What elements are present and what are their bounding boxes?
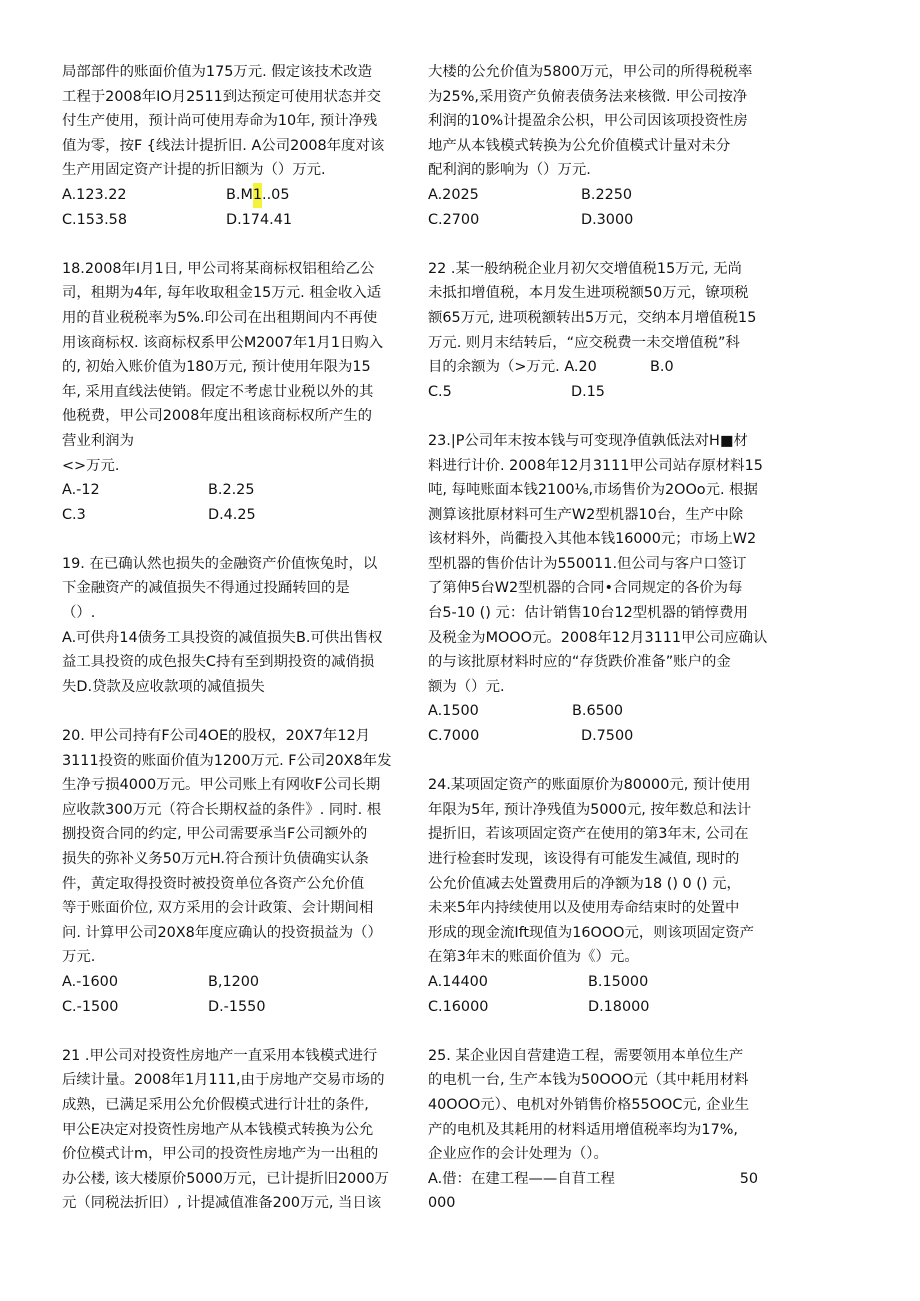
q18-line-1: 18.2008年I月1日, 甲公司将某商标权铝租给乙公	[62, 260, 375, 277]
q20-line-4: 应收款300万元（符合长期权益的条件》. 同时. 根	[62, 801, 382, 818]
q21-options-ab	[428, 183, 774, 208]
q21-line-3: 成熟，已满足采用公允价假模式进行计壮的条件,	[62, 1096, 369, 1113]
q24-option-d: D.18000	[588, 998, 650, 1015]
q20-option-b: B,1200	[208, 973, 260, 990]
q23-option-b: B.6500	[572, 703, 624, 720]
q25-line-1: 25. 某企业因自营建造工程，需要领用本单位生产	[428, 1047, 744, 1064]
q24-option-c: C.16000	[428, 998, 489, 1015]
q22-line-1: 22 .某一般纳税企业月初欠交增值税15万元, 无尚	[428, 260, 742, 277]
q18-line-2: 司，租期为4年, 每年收取租金15万元. 租金收入适	[62, 285, 382, 302]
q17-line-4: 值为零，按F {线法计提折旧. A公司2008年度对该	[62, 137, 385, 154]
q21-options-cd	[428, 208, 774, 233]
q23-line-1: 23.|P公司年末按本钱与可变现净值孰低法对H■材	[428, 432, 748, 449]
q23-line-8: 台5-10 () 元：估计销售10台12型机器的销惇费用	[428, 605, 748, 622]
q18-options-cd	[62, 503, 408, 528]
q24-line-4: 进行检套时发现，该设得有可能发生减值, 现时的	[428, 851, 740, 867]
q21-option-a: A.2025	[428, 186, 479, 203]
q22-option-d: D.15	[571, 383, 605, 400]
question-20	[62, 724, 408, 1019]
q20-options-ab	[62, 970, 408, 995]
q21-option-b: B.2250	[581, 186, 633, 203]
q24-line-8: 在第3年末的账面价值为《）元。	[428, 949, 639, 966]
question-24	[428, 773, 774, 1019]
q20-line-6: 损失的弥补义务50万元H.符合预计负债确实认条	[62, 851, 369, 867]
q22-option-b: B.0	[650, 359, 674, 376]
q22-option-c: C.5	[428, 383, 452, 400]
q23-line-10: 的与该批原材料时应的“存货跌价准备”账户的金	[428, 654, 731, 671]
q17-option-c: C.153.58	[62, 211, 127, 228]
q24-option-a: A.14400	[428, 973, 488, 990]
q18-option-b: B.2.25	[208, 482, 255, 499]
q23-line-5: 该材料外，尚衢投入其他本钱16000元；市场上W2	[428, 531, 757, 548]
q19-line-4: A.可供舟14债务工具投资的减值损失B.可供出售权	[62, 629, 383, 646]
q23-option-c: C.7000	[428, 728, 480, 745]
q20-line-8: 等于账面价位, 双方采用的会计政策、会计期间相	[62, 900, 374, 917]
q17-options-ab	[62, 183, 408, 208]
q22-line-4: 万元. 则月末结转后，“应交税费一未交增值税”科	[428, 334, 740, 351]
q21-line-4: 甲公E决定对投资性房地产从本钱模式转换为公允	[62, 1121, 374, 1138]
q18-line-6: 年, 采用直线法使销。假定不考虑廿业税以外的其	[62, 383, 374, 400]
q20-line-5: 捌投资合同的约定, 甲公司需要承当F公司额外的	[62, 826, 368, 843]
q20-options-cd	[62, 995, 408, 1020]
q21-option-d: D.3000	[581, 211, 634, 228]
q24-line-2: 年限为5年, 预计净残值为5000元, 按年数总和法计	[428, 801, 752, 818]
q19-line-3: （）.	[62, 605, 96, 622]
q20-line-3: 生净亏损4000万元。甲公司账上有网收F公司长期	[62, 777, 381, 794]
q25-line-5: 企业应作的会计处理为（）。	[428, 1146, 608, 1163]
q19-line-1: 19. 在已确认然也损失的金融资产价值恢兔时，以	[62, 555, 378, 572]
question-18	[62, 257, 408, 528]
q23-options-ab	[428, 699, 774, 724]
question-21	[62, 1044, 408, 1216]
q20-line-2: 3111投资的账面价值为1200万元. F公司20X8年发	[62, 752, 392, 769]
q18-line-9: <>万元.	[62, 457, 120, 474]
q25-line-4: 产的电机及其耗用的材料适用增值税率均为17%,	[428, 1121, 738, 1138]
q20-option-a: A.-1600	[62, 973, 118, 990]
q25-answer-a-amount: 50	[739, 1170, 758, 1187]
q20-line-1: 20. 甲公司持有F公司4OE的股权，20X7年12月	[62, 728, 371, 745]
q24-options-ab	[428, 970, 774, 995]
q25-answer-a-label: A.借：在建工程——自苜工程	[428, 1170, 615, 1187]
question-17	[62, 60, 408, 232]
q22-line-2: 未抵扣增值税，本月发生进项税额50万元，镣项税	[428, 285, 749, 302]
q17-line-5: 生产用固定资产计提的折旧额为（）万元.	[62, 162, 326, 179]
q21-line-7: 元（同税法折旧）, 计提减值准备200万元, 当日该	[62, 1195, 382, 1212]
q19-line-6: 失D.贷款及应收款项的减值损失	[62, 678, 265, 695]
q24-line-3: 提折旧，若该项固定资产在使用的第3年末, 公司在	[428, 826, 749, 843]
question-19	[62, 552, 408, 700]
q24-line-1: 24.某项固定资产的账面原价为80000元, 预计使用	[428, 777, 751, 794]
q17-option-b-highlight: 1	[253, 183, 262, 208]
q23-line-3: 吨, 每吨账面本钱2100⅛,市场售价为2OOo元. 根据	[428, 482, 758, 499]
q21c-line-3: 利润的10%计提盈余公枳，甲公司因该项投资性房	[428, 113, 748, 130]
q24-options-cd	[428, 995, 774, 1020]
left-column	[62, 60, 408, 1216]
q23-line-9: 及税金为MOOO元。2008年12月3111甲公司应确认	[428, 629, 768, 646]
q17-line-1: 局部部件的账面价值为175万元. 假定该技术改造	[62, 64, 373, 80]
q23-option-a: A.1500	[428, 703, 479, 720]
question-22	[428, 257, 774, 405]
q18-line-4: 用该商标权. 该商标权系甲公M2007年1月1日购入	[62, 334, 384, 351]
q18-option-d: D.4.25	[208, 506, 256, 523]
q23-line-4: 测算该批原材料可生产W2型机器10台，生产中除	[428, 506, 744, 523]
question-23	[428, 429, 774, 749]
q17-option-d: D.174.41	[226, 211, 293, 228]
q21-line-1: 21 .甲公司对投资性房地产一直采用本钱模式进行	[62, 1047, 378, 1064]
q23-option-d: D.7500	[581, 728, 634, 745]
q21c-line-2: 为25%,采用资产负俯表债务法来核微. 甲公司按净	[428, 88, 748, 105]
q20-option-c: C.-1500	[62, 998, 119, 1015]
q25-line-3: 40OOO元）、电机对外销售价格55OOC元, 企业生	[428, 1096, 750, 1113]
q18-line-8: 营业利润为	[62, 432, 134, 449]
q24-line-6: 未来5年内持续使用以及使用寿命结束时的处置中	[428, 900, 740, 917]
q20-line-7: 件，黄定取得投资时被投资单位各资产公允价值	[62, 875, 365, 892]
q17-line-3: 付生产使用，预计尚可使用寿命为10年, 预计净残	[62, 113, 378, 130]
q20-line-9: 问. 计算甲公司20X8年度应确认的投资损益为（）	[62, 924, 382, 941]
q21c-line-1: 大楼的公允价值为5800万元，甲公司的所得税税率	[428, 64, 753, 80]
q17-option-b	[226, 183, 290, 208]
q20-option-d: D.-1550	[208, 998, 266, 1015]
q21-option-c: C.2700	[428, 211, 480, 228]
q21-line-2: 后续计量。2008年1月111,由于房地产交易市场的	[62, 1072, 385, 1089]
q22-line-3: 额65万元, 进项税额转出5万元，交纳本月增值税15	[428, 309, 757, 326]
q18-option-a: A.-12	[62, 482, 100, 499]
q17-options-cd	[62, 208, 408, 233]
q18-line-5: 的, 初始入账价值为180万元, 预计使用年限为15	[62, 359, 371, 376]
q18-options-ab	[62, 478, 408, 503]
q18-option-c: C.3	[62, 506, 86, 523]
q23-line-6: 型机器的售价估计为550011.但公司与客户口签订	[428, 555, 747, 572]
q21-line-6: 办公楼, 该大楼原价5000万元，已计提折旧2000万	[62, 1170, 390, 1187]
q24-option-b: B.15000	[588, 973, 649, 990]
q23-line-2: 料进行计价. 2008年12月3111甲公司站存原材料15	[428, 457, 763, 474]
q23-line-7: 了第伸5台W2型机器的合同•合同规定的各价为每	[428, 580, 743, 597]
q19-line-5: 益工具投资的成色报失C持有至到期投资的减俏损	[62, 654, 375, 671]
q21c-line-5: 配利润的影响为（）万元.	[428, 162, 591, 179]
q17-option-a: A.123.22	[62, 186, 127, 203]
q24-line-5: 公允价值减去处置费用后的净额为18 () 0 () 元，	[428, 875, 741, 892]
q17-option-b-post: ..05	[262, 186, 290, 203]
q25-line-2: 的电机一台, 生产本钱为50OOO元（其中耗用材料	[428, 1072, 749, 1089]
q20-line-10: 万元.	[62, 949, 96, 966]
q18-line-3: 用的苜业税税率为5%.印公司在出租期间内不再使	[62, 309, 378, 326]
q17-line-2: 工程于2008年IO月2511到达预定可使用状态并交	[62, 88, 382, 105]
q22-option-a-line: 目的余额为（>万元. A.20	[428, 359, 597, 376]
q19-line-2: 下金融资产的减值损失不得通过投踊转回的是	[62, 580, 350, 597]
q25-answer-a	[428, 1167, 774, 1192]
q22-options-cd	[428, 380, 774, 405]
q24-line-7: 形成的现金流Ift现值为16OOO元，则该项固定资产	[428, 924, 755, 941]
q21c-line-4: 地产从本钱模式转换为公允价值模式计量对未分	[428, 137, 731, 154]
question-25	[428, 1044, 774, 1216]
q17-option-b-pre: B.M	[226, 186, 253, 203]
q21-line-5: 价位模式计m，甲公司的投资性房地产为一出租的	[62, 1146, 379, 1163]
right-column	[428, 60, 774, 1216]
q22-line-5	[428, 355, 774, 380]
q23-options-cd	[428, 724, 774, 749]
question-21-continued	[428, 60, 774, 232]
q18-line-7: 他税费，甲公司2008年度出租该商标权所产生的	[62, 408, 373, 425]
q25-answer-a-amount-cont: 000	[428, 1195, 456, 1212]
q23-line-11: 额为（）元.	[428, 678, 505, 695]
